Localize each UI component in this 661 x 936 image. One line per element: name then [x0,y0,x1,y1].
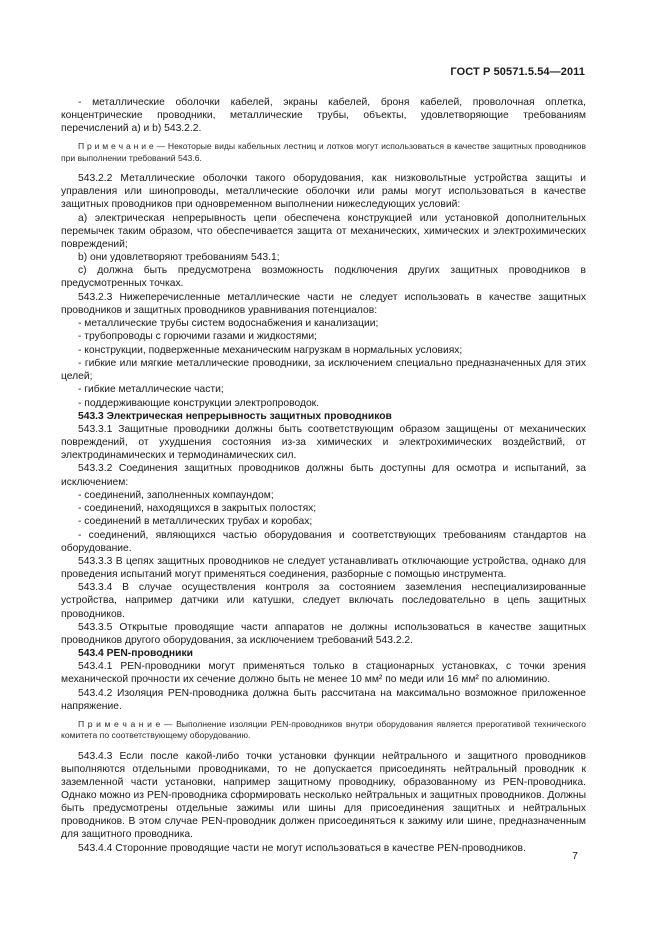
clause-543-3-5: 543.3.5 Открытые проводящие части аппаратов не должны использоваться в качестве защитных проводников другого оборудования, за исключением требований 543.2.2. [61,621,586,646]
list-item: b) они удовлетворяют требованиям 543.1; [78,252,280,264]
page-number: 7 [572,850,578,862]
list-item: - соединений в металлических трубах и коробах; [78,516,313,528]
list-item: - трубопроводы с горючими газами и жидкостями; [78,331,317,343]
clause-543-2-2: 543.2.2 Металлические оболочки такого оборудования, как низковольтные устройства защиты и управления или шинопроводы, металлические оболочки или рамы могут использоваться в качестве защитных проводников при одновременном выполнении нижеследующих условий: [61,173,586,211]
list-item: а) электрическая непрерывность цепи обеспечена конструкцией или установкой дополнительных перемычек таким образом, что обеспечивается защита от механических, химических и электрохимических повреждений; [61,212,586,250]
note: П р и м е ч а н и е — Некоторые виды кабельных лестниц и лотков могут использоваться в качестве защитных проводников при выполнении требований 543.6. [61,141,586,163]
clause-543-4-4: 543.4.4 Сторонние проводящие части не могут использоваться в качестве PEN-проводников. [78,842,526,854]
list-item: - соединений, находящихся в закрытых полостях; [78,503,317,515]
list-item: с) должна быть предусмотрена возможность подключения других защитных проводников в предусмотренных точках. [61,265,586,290]
note: П р и м е ч а н и е — Выполнение изоляции PEN-проводников внутри оборудования является прерогативой технического комитета по соответствующему оборудованию. [61,718,586,741]
list-item: - конструкции, подверженные механическим нагрузкам в нормальных условиях; [78,344,463,356]
section-heading-543-4: 543.4 PEN-проводники [78,648,193,660]
list-item: - поддерживающие конструкции электропроводок. [78,397,320,409]
clause-543-3-3: 543.3.3 В цепях защитных проводников не следует устанавливать отключающие устройства, однако для проведения испытаний могут применяться соединения, разборные с помощью инструмента. [61,556,586,581]
clause-543-3-1: 543.3.1 Защитные проводники должны быть соответствующим образом защищены от механических повреждений, от ухудшения состояния из-за химических и электрохимических воздействий, от электродинамических и термодинамических сил. [61,423,586,462]
clause-543-3-4: 543.3.4 В случае осуществления контроля за состоянием заземления неспециализированные устройства, например датчики или катушки, следует включать последовательно в цепь защитных проводников. [61,582,586,620]
section-heading-543-3: 543.3 Электрическая непрерывность защитных проводников [78,410,392,422]
clause-543-4-1: 543.4.1 PEN-проводники могут применяться только в стационарных установках, с точки зрения механической прочности их сечение должно быть не менее 10 мм² по меди или 16 мм² по алюминию. [61,661,586,686]
document-header: ГОСТ Р 50571.5.54—2011 [450,66,585,78]
list-item: - соединений, являющихся частью оборудования и соответствующих требованиям стандартов на оборудование. [61,529,586,554]
clause-543-3-2: 543.3.2 Соединения защитных проводников должны быть доступны для осмотра и испытаний, за исключением: [61,463,586,488]
clause-543-2-3: 543.2.3 Нижеперечисленные металлические части не следует использовать в качестве защитных проводников и защитных проводников уравнивания потенциалов: [61,291,586,316]
document-body [61,96,586,855]
clause-543-4-3: 543.4.3 Если после какой-либо точки установки функции нейтрального и защитного проводников выполняются отдельными проводниками, то не допускается присоединять нейтральный проводник к заземленной части установки, например защитному проводнику, образованному из PEN-проводника. Однако можно из PEN-проводника сформировать несколько нейтральных и защитных проводников. Должны быть предусмотрены отдельные зажимы или шины для присоединения защитных и нейтральных проводников. В этом случае PEN-проводник должен присоединяться к зажиму или шине, предназначенным для защитного проводника. [61,750,586,841]
list-item: - гибкие или мягкие металлические проводники, за исключением специально предназначенных для этих целей; [61,357,586,382]
list-item: - соединений, заполненных компаундом; [78,489,274,501]
list-item: - металлические оболочки кабелей, экраны кабелей, броня кабелей, проволочная оплетка, концентрические проводники, металлические трубы, объекты, удовлетворяющие требованиям перечислений а) и b) 543.2.2. [61,97,586,135]
list-item: - металлические трубы систем водоснабжения и канализации; [78,318,379,330]
clause-543-4-2: 543.4.2 Изоляция PEN-проводника должна быть рассчитана на максимально возможное приложенное напряжение. [61,687,586,712]
list-item: - гибкие металлические части; [78,384,224,396]
